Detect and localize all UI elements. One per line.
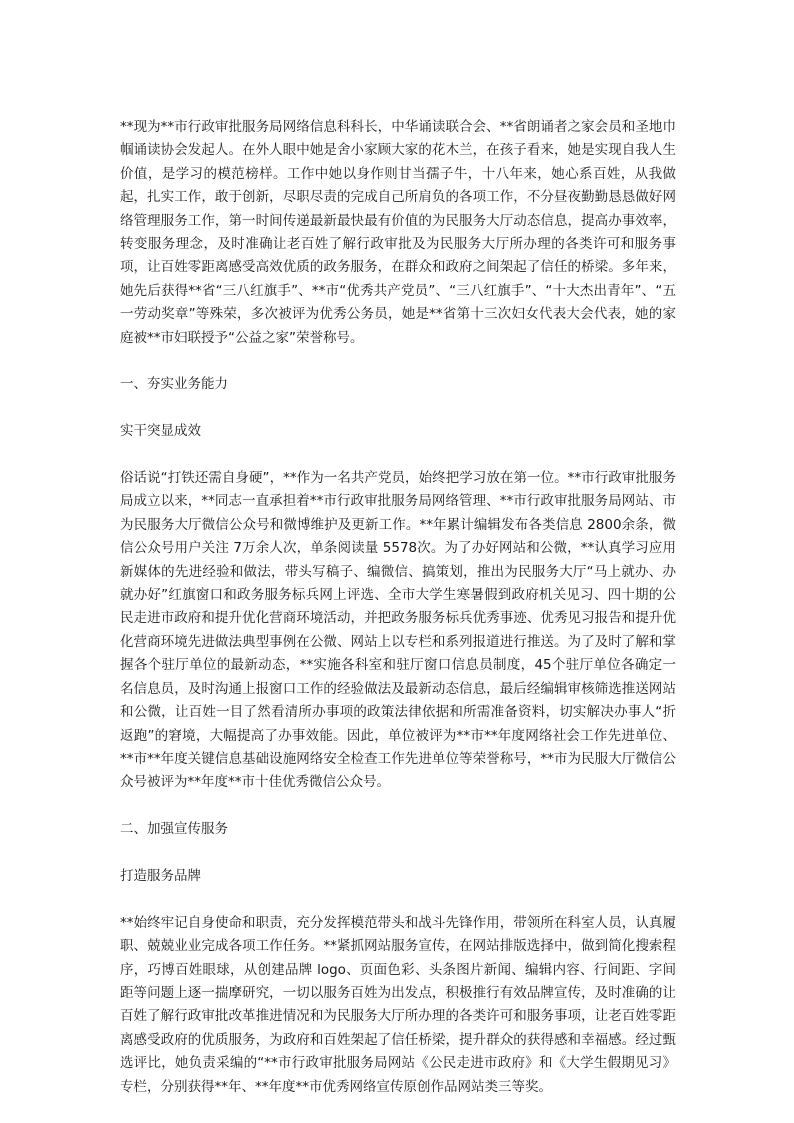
- paragraph-gap: [120, 888, 676, 911]
- paragraph-gap: [120, 842, 676, 865]
- section1-body-paragraph: 俗话说“打铁还需自身硬”，**作为一名共产党员，始终把学习放在第一位。**市行政审批服务局成立以来，**同志一直承担着**市行政审批服务局网络管理、**市行政审批服务局网站、市为民服务大厅微信公众号和微博维护及更新工作。**年累计编辑发布各类信息 2800余条，微信公众号用户关注 7万余人次，单条阅读量 5578次。为了办好网站和公微，**认真学习应用新媒体的先进经验和做法，带头写稿子、编微信、搞策划，推出为民服务大厅“马上就办、办就办好”红旗窗口和政务服务标兵网上评选、全市大学生寒暑假到政府机关见习、四十期的公民走进市政府和提升优化营商环境活动，并把政务服务标兵优秀事迹、优秀见习报告和提升优化营商环境先进做法典型事例在公微、网站上以专栏和系列报道进行推送。为了及时了解和掌握各个驻厅单位的最新动态，**实施各科室和驻厅窗口信息员制度，45个驻厅单位各确定一名信息员，及时沟通上报窗口工作的经验做法及最新动态信息，最后经编辑审核筛选推送网站和公微，让百姓一目了然看清所办事项的政策法律依据和所需准备资料，切实解决办事人“折返跑”的窘境，大幅提高了办事效能。因此，单位被评为**市**年度网络社会工作先进单位、**市**年度关键信息基础设施网络安全检查工作先进单位等荣誉称号，**市为民服大厅微信公众号被评为**年度**市十佳优秀微信公众号。: [120, 470, 676, 791]
- document-page: [120, 116, 676, 1099]
- intro-paragraph: **现为**市行政审批服务局网络信息科科长，中华诵读联合会、**省朗诵者之家会员和圣地巾帼诵读协会发起人。在外人眼中她是舍小家顾大家的花木兰，在孩子看来，她是实现自我人生价值，是学习的模范榜样。工作中她以身作则甘当孺子牛，十八年来，她心系百姓，从我做起，扎实工作，敢于创新，尽职尽责的完成自己所肩负的各项工作，不分昼夜勤勤恳恳做好网络管理服务工作，第一时间传递最新最快最有价值的为民服务大厅动态信息，提高办事效率，转变服务理念，及时准确让老百姓了解行政审批及为民服务大厅所办理的各类许可和服务事项，让百姓零距离感受高效优质的政务服务，在群众和政府之间架起了信任的桥梁。多年来，她先后获得**省“三八红旗手”、**市“优秀共产党员”、“三八红旗手”、“十大杰出青年”、“五一劳动奖章”等殊荣，多次被评为优秀公务员，她是**省第十三次妇女代表大会代表，她的家庭被**市妇联授予“公益之家”荣誉称号。: [120, 119, 676, 346]
- section2-body-paragraph: **始终牢记自身使命和职责，充分发挥模范带头和战斗先锋作用，带领所在科室人员，认真履职、兢兢业业完成各项工作任务。**紧抓网站服务宣传，在网站排版选择中，做到简化搜索程序，巧博百姓眼球，从创建品牌 logo、页面色彩、头条图片新闻、编辑内容、行间距、字间距等问题上逐一揣摩研究，一切以服务百姓为出发点，积极推行有效品牌宣传，及时准确的让百姓了解行政审批改革推进情况和为民服务大厅所办理的各类许可和服务事项，让老百姓零距离感受政府的优质服务，为政府和百姓架起了信任桥梁，提升群众的获得感和幸福感。经过甄选评比，她负责采编的“**市行政审批服务局网站《公民走进市政府》和《大学生假期见习》专栏，分别获得**年、**年度**市优秀网络宣传原创作品网站类三等奖。: [120, 914, 676, 1095]
- paragraph-gap: [120, 444, 676, 467]
- section1-heading: 一、夯实业务能力: [120, 376, 228, 393]
- section1-subheading: 实干突显成效: [120, 423, 201, 440]
- paragraph-gap: [120, 795, 676, 818]
- section2-subheading: 打造服务品牌: [120, 867, 201, 884]
- section2-heading: 二、加强宣传服务: [120, 821, 228, 838]
- paragraph-gap: [120, 397, 676, 420]
- paragraph-gap: [120, 350, 676, 373]
